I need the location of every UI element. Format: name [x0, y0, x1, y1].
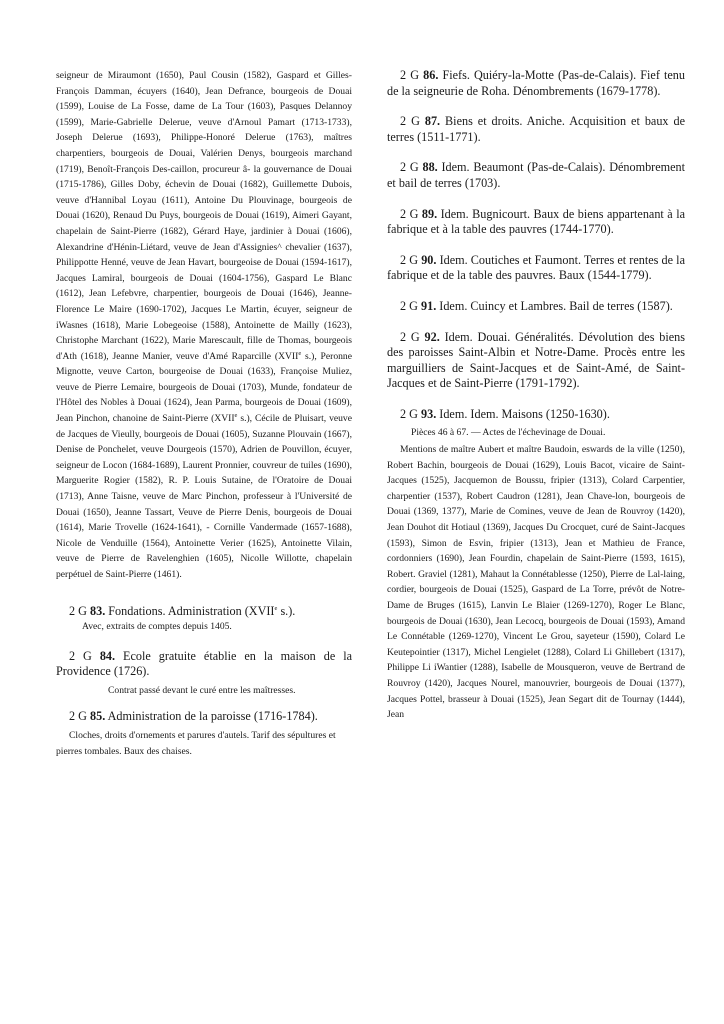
entry-92	[387, 330, 685, 392]
entry-prefix: 2 G	[400, 206, 422, 221]
entry-text: Fiefs. Quiéry-la-Motte (Pas-de-Calais). Fief tenu de la seigneurie de Roha. Dénombrements (1679-1778).	[387, 68, 685, 98]
entry-number: 93.	[421, 406, 437, 421]
entry-prefix: 2 G	[400, 298, 421, 313]
continuation-paragraph	[56, 68, 352, 583]
entry-84	[56, 649, 352, 680]
superscript: e	[298, 349, 302, 357]
entry-87	[387, 114, 685, 145]
entry-number: 89.	[421, 206, 438, 221]
entry-text: Idem. Beaumont (Pas-de-Calais). Dénombrement et bail de terres (1703).	[387, 160, 685, 190]
entry-number: 88.	[422, 160, 438, 175]
entry-number: 85.	[90, 708, 106, 723]
entry-90	[387, 253, 685, 284]
entry-83-note: Avec, extraits de comptes depuis 1405.	[82, 621, 232, 633]
entry-text: Idem. Coutiches et Faumont. Terres et rentes de la fabrique et de la table des pauvres. Baux (1544-1779).	[387, 252, 685, 283]
entry-number: 83.	[90, 603, 106, 618]
entry-86	[387, 68, 685, 99]
entry-prefix: 2 G	[400, 160, 423, 175]
entry-prefix: 2 G	[400, 329, 425, 344]
entry-93-mentions: Mentions de maître Aubert et maître Baudoin, eswards de la ville (1250), Robert Bachin, bourgeois de Douai (1629), Louis Bacot, vicaire de Saint-Jacques (1525), Jacquemon de Boussu, fripier (1313), Colard Carpentier, charpentier (1537), Robert Caudron (1281), Jean Chave-lon, bourgeois de Douai (1369, 1377), Marie de Comines, veuve de Jean de Rouvroy (1420), Jean Douhot dit Hotiaul (1369), Jacques Du Crocquet, curé de Saint-Jacques (1593), Simon de Esvin, fripier (1313), Jean et Mathieu de France, cordonniers (1690), Jean Fourdin, chapelain de Saint-Pierre (1593, 1615), Robert. Graviel (1281), Mahaut la Connétablesse (1250), Pierre de Lal-laing, cordier, bourgeois de Douai (1525), Gaspard de La Torre, prévôt de Notre-Dame de Bruges (1615), Lanvin Le Blaier (1269-1270), Roger Le Blanc, bourgeois de Douai (1630), Jean Lecocq, bourgeois de Douai (1593), Amand Le Connétable (1269-1270), Vincent Le Grou, sayeteur (1590), Colard Le Keutepointier (1317), Michel Lengielet (1288), Colard Li Ghillebert (1317), Philippe Li iWantier (1288), Isabelle de Mousqueron, veuve de Bertrand de Rouvroy (1420), Jacques Nourel, manouvrier, bourgeois de Douai (1377), Jacques Pottel, brasseur à Douai (1525), Jean Segart dit de Tournay (1444), Jean	[387, 444, 685, 721]
entry-93	[387, 407, 685, 423]
entry-number: 84.	[99, 648, 116, 663]
entry-prefix: 2 G	[400, 114, 425, 129]
entry-84-note: Contrat passé devant le curé entre les maîtresses.	[108, 684, 296, 696]
entry-prefix: 2 G	[400, 68, 424, 82]
entry-89	[387, 207, 685, 238]
entry-prefix: 2 G	[69, 708, 90, 723]
entry-prefix: 2 G	[400, 252, 422, 267]
entry-prefix: 2 G	[400, 406, 421, 421]
entry-number: 86.	[423, 68, 439, 82]
entry-83	[56, 604, 352, 620]
entry-text: Biens et droits. Aniche. Acquisition et baux de terres (1511-1771).	[387, 114, 685, 144]
entry-prefix: 2 G	[69, 648, 100, 663]
entry-text: Administration de la paroisse (1716-1784).	[105, 708, 318, 723]
right-column	[387, 68, 685, 723]
entry-88	[387, 160, 685, 191]
continuation-text-1: seigneur de Miraumont (1650), Paul Cousin (1582), Gaspard et Gilles-François Damman, écuyers (1640), Jean Defrance, bourgeois de Douai (1599), Louise de La Fosse, dame de La Tour (1603), Pasques Delannoy (1599), Marie-Gabrielle Delerue, veuve d'Arnoul Pamart (1713-1733), Joseph Delerue (1693), Philippe-Honoré Delerue (1763), maîtres charpentiers, bourgeois de Douai, Valérien Denys, bourgeois marchand (1719), Benoît-François Des-caillon, procureur â- la gouvernance de Douai (1715-1786), Gilles Doby, échevin de Douai (1682), Guillemette Dubois, veuve d'Hannibal Loyau (1611), Antoine Du Plouvinage, bourgeois de Douai (1620), Renaud Du Puys, bourgeois de Douai (1619), Aimeri Gayant, chapelain de Saint-Pierre (1682), Gérard Haye, jardinier à Douai (1606), Alexandrine d'Hénin-Liétard, veuve de Jean d'Assignies^ chevalier (1637), Philippotte Henné, veuve de Jean Havart, bourgeoise de Douai (1594-1617), Jacques Lamiral, bourgeois de Douai (1604-1756), Gaspard Le Blanc (1612), Jean Lefebvre, charpentier, bourgeois de Douai (1646), Jeanne-Florence Le Maire (1690-1702), Jacques Le Martin, écuyer, seigneur de iWasnes (1618), Marie Lobegeoise (1588), Antoinette de Mailly (1623), Christophe Marchant (1622), Marie Marescault, fille de Thomas, bourgeois d'Ath (1618), Jeanne Manier, veuve d'Amé Raparcille (XVII	[56, 70, 352, 362]
entry-prefix: 2 G	[69, 603, 90, 618]
entry-85	[56, 709, 352, 725]
entry-text: Idem. Bugnicourt. Baux de biens appartenant à la fabrique et à la table des pauvres (1744-1770).	[387, 206, 685, 237]
left-column	[56, 68, 352, 759]
continuation-text-2: s.), Peronne Mignotte, veuve Carton, bourgeoise de Douai (1633), Françoise Muliez, veuve de Pierre Lemaire, bourgeois de Douai (1703), Munde, fondateur de l'Hôtel des Nobles à Douai (1624), Jean Parma, bourgeois de Douai (1609), Jean Pinchon, chanoine de Saint-Pierre (XVII	[56, 350, 352, 425]
entry-93-note: Pièces 46 à 67. — Actes de l'échevinage de Douai.	[411, 426, 606, 438]
entry-text: Idem. Idem. Maisons (1250-1630).	[436, 406, 610, 421]
entry-text: Fondations. Administration (XVII	[105, 603, 275, 618]
entry-85-note: Cloches, droits d'ornements et parures d'autels. Tarif des sépultures et pierres tombales. Baux des chaises.	[56, 730, 336, 757]
entry-91	[387, 299, 685, 315]
entry-number: 91.	[421, 298, 437, 313]
entry-text: Ecole gratuite établie en la maison de la Providence (1726).	[56, 648, 352, 679]
entry-text: Idem. Cuincy et Lambres. Bail de terres (1587).	[436, 298, 673, 313]
entry-text-end: s.).	[277, 603, 296, 618]
entry-number: 87.	[424, 114, 441, 129]
superscript: e	[274, 604, 278, 612]
entry-text: Idem. Douai. Généralités. Dévolution des biens des paroisses Saint-Albin et Notre-Dame. Procès entre les marguilliers de Saint-Jacques et de Saint-Amé, de Saint-Jacques et de Saint-Pierre (1791-1792).	[387, 329, 685, 391]
superscript: e	[234, 411, 238, 419]
entry-number: 90.	[421, 252, 437, 267]
entry-number: 92.	[424, 329, 440, 344]
continuation-text-3: s.), Cécile de Pluisart, veuve de Jacques de Vieully, bourgeois de Douai (1605), Suzanne Plouvain (1667), Denise de Ponchelet, veuve Dourgeois (1570), Adrien de Pouvillon, écuyer, seigneur de Locon (1684-1689), Laurent Pronnier, couvreur de tuiles (1690), Marguerite Rogier (1582), R. P. Louis Sutaine, de l'Oratoire de Douai (1713), Anne Taisne, veuve de Marc Pinchon, professeur à l'Université de Douai (1650), Jeanne Tassart, Veuve de Pierre Denis, bourgeois de Douai (1614), Marie Trovelle (1624-1641), - Cornille Vandermade (1657-1688), Nicole de Venduille (1564), Antoinette Verier (1625), Antoinette Vilain, veuve de Pierre de Ravelenghien (1605), Nicolle Willotte, chapelain perpétuel de Saint-Pierre (1461).	[56, 413, 352, 580]
